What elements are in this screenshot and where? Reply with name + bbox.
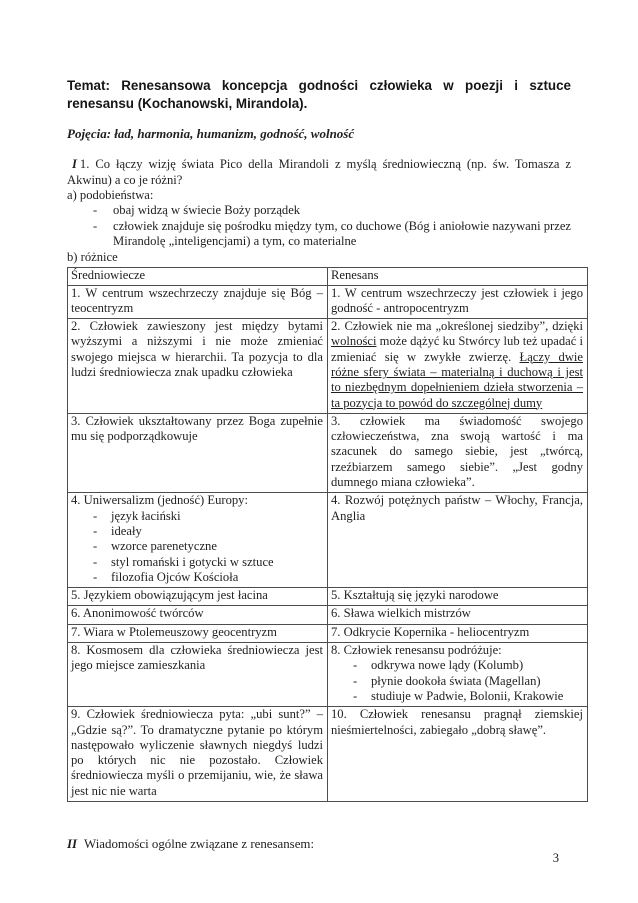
- medieval-cell: [68, 319, 328, 414]
- similarities-list: [67, 203, 571, 250]
- differences-label: b) różnice: [67, 249, 118, 264]
- list-item: [331, 658, 583, 673]
- bullet-marker: -: [93, 218, 98, 233]
- list-item: [331, 674, 583, 689]
- cell-paragraph: [71, 588, 323, 603]
- bullet-marker: -: [93, 523, 98, 538]
- cell-text: 4. Rozwój potężnych państw – Włochy, Francja, Anglia: [331, 493, 583, 523]
- medieval-cell: [68, 606, 328, 624]
- table-row: [68, 588, 588, 606]
- list-item: [331, 689, 583, 704]
- medieval-cell: [68, 285, 328, 319]
- underlined-text: Łączy dwie różne sfery świata – materialną i duchową i jest to niezbędnym dopełnieniem dzieła stworzenia – ta pozycja to powód do szczególnej dumy: [331, 349, 583, 410]
- list-item: [71, 539, 323, 554]
- renaissance-cell: [328, 643, 588, 707]
- cell-text: 4. Uniwersalizm (jedność) Europy:: [71, 493, 248, 508]
- list-item: [67, 203, 571, 219]
- bullet-marker: -: [93, 539, 98, 554]
- cell-paragraph: [71, 414, 323, 445]
- medieval-cell: [68, 493, 328, 588]
- cell-text: może dążyć ku Stwórcy lub też upadać i zmieniać się w zwykłe zwierzę.: [331, 334, 583, 364]
- section-2-numeral: II: [67, 837, 78, 851]
- medieval-cell: [68, 624, 328, 642]
- cell-text: 3. człowiek ma świadomość swojego człowieczeństwa, zna swoją wartość i ma szacunek do samego siebie, jest „twórcą, rzeźbiarzem samego siebie”. „Jest godny dumnego miana człowieka”.: [331, 413, 583, 490]
- cell-paragraph: [71, 606, 323, 621]
- cell-text: 7. Odkrycie Kopernika - heliocentryzm: [331, 624, 530, 639]
- table-row: [68, 413, 588, 492]
- medieval-cell: [68, 413, 328, 492]
- renaissance-cell: [328, 285, 588, 319]
- cell-text: 3. Człowiek ukształtowany przez Boga zupełnie mu się podporządkowuje: [71, 413, 323, 444]
- renaissance-cell: [328, 493, 588, 588]
- table-row: [68, 319, 588, 414]
- document-title: Temat: Renesansowa koncepcja godności człowieka w poezji i sztuce renesansu (Kochanowski, Mirandola).: [67, 78, 571, 111]
- cell-paragraph: [71, 493, 323, 508]
- cell-text: 2. Człowiek zawieszony jest między bytami wyższymi a niższymi i nie może zmieniać swojego miejsca w hierarchii. Ta pozycja to dla ludzi średniowiecza znak upadku człowieka: [71, 319, 323, 379]
- question-1-text: 1. Co łączy wizję świata Pico della Mirandoli z myślą średniowieczną (np. św. Tomasza z Akwinu) a co je różni?: [67, 157, 571, 187]
- list-item: [71, 509, 323, 524]
- cell-paragraph: [71, 625, 323, 640]
- cell-paragraph: [71, 319, 323, 380]
- table-header-medieval: Średniowiecze: [68, 267, 328, 285]
- comparison-table-head: [68, 267, 588, 285]
- bullet-marker: -: [93, 554, 98, 569]
- question-1: [67, 157, 571, 188]
- comparison-table: [67, 267, 588, 803]
- cell-text: 6. Anonimowość twórców: [71, 606, 204, 621]
- renaissance-cell: [328, 319, 588, 414]
- cell-paragraph: [71, 643, 323, 674]
- bullet-marker: -: [353, 673, 358, 688]
- bullet-text: język łaciński: [111, 508, 181, 523]
- renaissance-cell: [328, 413, 588, 492]
- cell-text: 5. Kształtują się języki narodowe: [331, 588, 499, 603]
- cell-paragraph: [71, 286, 323, 317]
- underlined-text: wolności: [331, 334, 377, 349]
- cell-paragraph: [331, 625, 583, 640]
- list-item: [71, 570, 323, 585]
- bullet-text: wzorce parenetyczne: [111, 539, 217, 554]
- bullet-text: obaj widzą w świecie Boży porządek: [113, 203, 301, 217]
- comparison-table-body: [68, 285, 588, 802]
- page-number: 3: [552, 851, 559, 865]
- cell-paragraph: [331, 606, 583, 621]
- cell-text: 6. Sława wielkich mistrzów: [331, 606, 471, 621]
- bullet-marker: -: [93, 203, 98, 217]
- cell-paragraph: [331, 588, 583, 603]
- list-item: [67, 219, 571, 250]
- bullet-marker: -: [353, 658, 358, 673]
- cell-text: 8. Człowiek renesansu podróżuje:: [331, 643, 502, 658]
- cell-text: 1. W centrum wszechrzeczy jest człowiek i jego godność - antropocentryzm: [331, 285, 583, 315]
- bullet-text: styl romański i gotycki w sztuce: [111, 554, 274, 569]
- cell-text: 1. W centrum wszechrzeczy znajduje się Bóg – teocentryzm: [71, 285, 323, 315]
- table-row: [68, 493, 588, 588]
- similarities-label: a) podobieństwa:: [67, 188, 154, 202]
- medieval-cell: [68, 707, 328, 802]
- bullet-text: studiuje w Padwie, Bolonii, Krakowie: [371, 688, 564, 703]
- cell-text: 2. Człowiek nie ma „określonej siedziby”, dzięki: [331, 319, 583, 334]
- cell-paragraph: [331, 707, 583, 738]
- section-2-heading: [67, 836, 571, 852]
- renaissance-cell: [328, 707, 588, 802]
- cell-bullet-list: [331, 658, 583, 704]
- bullet-text: odkrywa nowe lądy (Kolumb): [371, 658, 524, 673]
- bullet-marker: -: [93, 569, 98, 584]
- cell-text: 9. Człowiek średniowiecza pyta: „ubi sunt?” – „Gdzie są?”. To dramatyczne pytanie po którym następowało wyliczenie sławnych niegdyś ludzi po których nic nie pozostało. Człowiek średniowiecza myśli o przemijaniu, wie, że sława jest nic nie warta: [71, 707, 323, 798]
- cell-paragraph: [331, 286, 583, 317]
- section-1-numeral: I: [72, 157, 77, 171]
- cell-paragraph: [331, 643, 583, 658]
- cell-text: 7. Wiara w Ptolemeuszowy geocentryzm: [71, 624, 277, 639]
- list-item: [71, 524, 323, 539]
- table-header-row: [68, 267, 588, 285]
- bullet-marker: -: [353, 688, 358, 703]
- table-row: [68, 606, 588, 624]
- list-item: [71, 555, 323, 570]
- cell-paragraph: [331, 414, 583, 490]
- table-row: [68, 643, 588, 707]
- table-row: [68, 285, 588, 319]
- bullet-text: człowiek znajduje się pośrodku między tym, co duchowe (Bóg i aniołowie nazywani przez Mirandolę „inteligencjami) a tym, co materialne: [113, 218, 571, 248]
- cell-bullet-list: [71, 509, 323, 585]
- cell-paragraph: [331, 493, 583, 524]
- bullet-text: filozofia Ojców Kościoła: [111, 569, 239, 584]
- cell-text: 5. Językiem obowiązującym jest łacina: [71, 588, 268, 603]
- cell-text: 10. Człowiek renesansu pragnął ziemskiej nieśmiertelności, zabiegało „dobrą sławę”.: [331, 707, 583, 737]
- medieval-cell: [68, 643, 328, 707]
- concepts-line: Pojęcia: ład, harmonia, humanizm, godność, wolność: [67, 126, 355, 141]
- table-row: [68, 624, 588, 642]
- renaissance-cell: [328, 624, 588, 642]
- bullet-text: płynie dookoła świata (Magellan): [371, 673, 541, 688]
- medieval-cell: [68, 588, 328, 606]
- bullet-text: ideały: [111, 523, 142, 538]
- cell-text: 8. Kosmosem dla człowieka średniowiecza jest jego miejsce zamieszkania: [71, 643, 323, 673]
- bullet-marker: -: [93, 508, 98, 523]
- table-row: [68, 707, 588, 802]
- cell-paragraph: [331, 319, 583, 411]
- section-2-text: Wiadomości ogólne związane z renesansem:: [84, 837, 315, 851]
- table-header-renaissance: Renesans: [328, 267, 588, 285]
- cell-paragraph: [71, 707, 323, 799]
- renaissance-cell: [328, 588, 588, 606]
- renaissance-cell: [328, 606, 588, 624]
